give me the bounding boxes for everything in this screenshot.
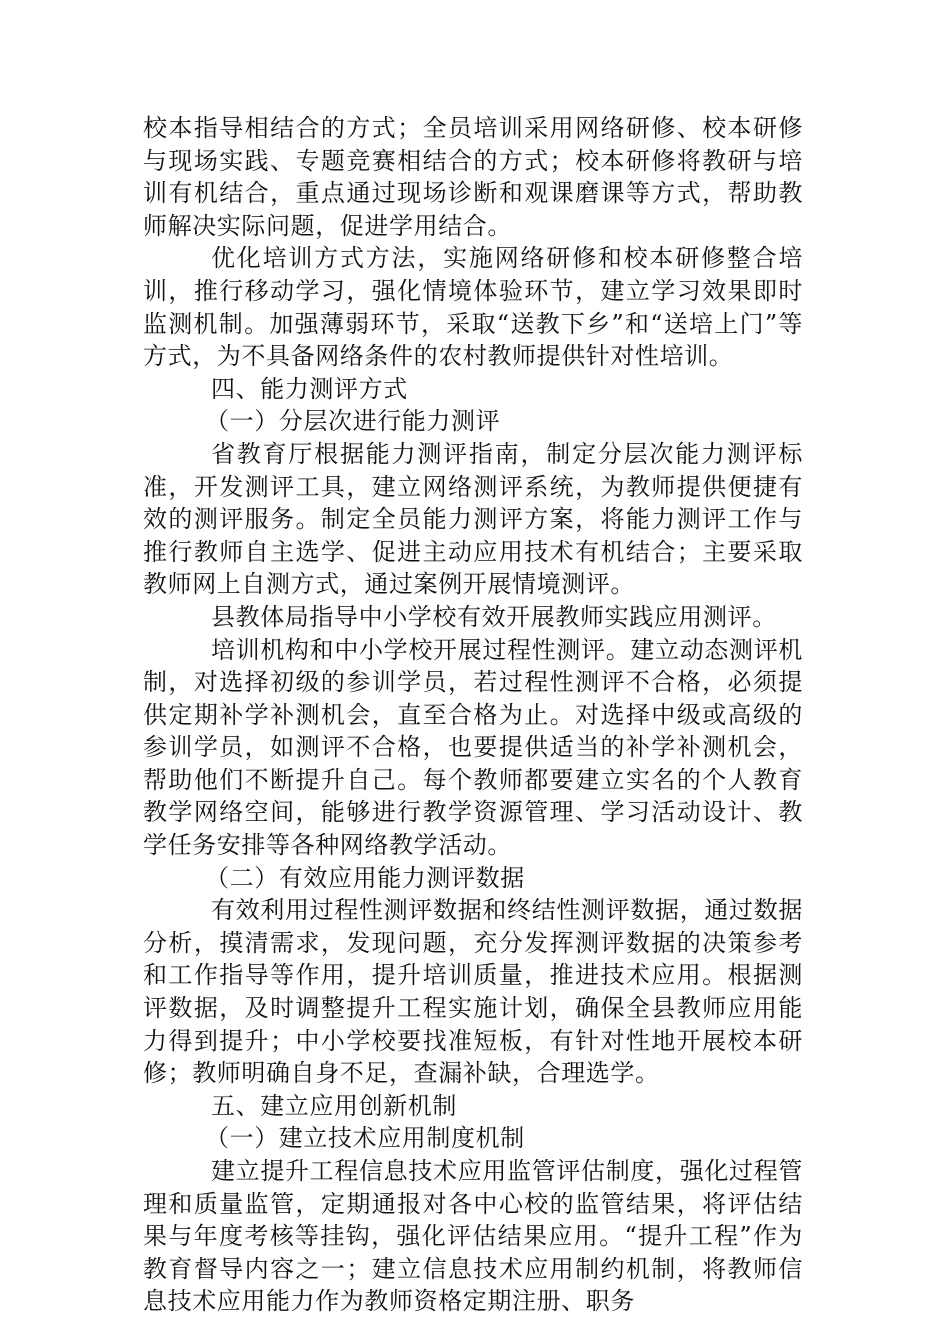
body-paragraph: 省教育厅根据能力测评指南，制定分层次能力测评标准，开发测评工具，建立网络测评系统，为教师提供便捷有效的测评服务。制定全员能力测评方案，将能力测评工作与推行教师自主选学、促进主动应用技术有机结合；主要采取教师网上自测方式，通过案例开展情境测评。 — [143, 439, 803, 599]
body-paragraph: 建立提升工程信息技术应用监管评估制度，强化过程管理和质量监管，定期通报对各中心校的监管结果，将评估结果与年度考核等挂钩，强化评估结果应用。“提升工程”作为教育督导内容之一；建立信息技术应用制约机制，将教师信息技术应用能力作为教师资格定期注册、职务 — [143, 1157, 803, 1316]
section-heading: 四、能力测评方式 — [211, 374, 408, 403]
body-paragraph: 校本指导相结合的方式；全员培训采用网络研修、校本研修与现场实践、专题竞赛相结合的方式；校本研修将教研与培训有机结合，重点通过现场诊断和观课磨课等方式，帮助教师解决实际问题，促进学用结合。 — [143, 114, 803, 240]
section-heading: 五、建立应用创新机制 — [211, 1091, 457, 1120]
body-paragraph: 优化培训方式方法，实施网络研修和校本研修整合培训，推行移动学习，强化情境体验环节，建立学习效果即时监测机制。加强薄弱环节，采取“送教下乡”和“送培上门”等方式，为不具备网络条件的农村教师提供针对性培训。 — [143, 244, 803, 371]
document-page — [143, 112, 803, 1318]
body-paragraph: 县教体局指导中小学校有效开展教师实践应用测评。 — [211, 602, 777, 631]
subsection-heading: （一）建立技术应用制度机制 — [205, 1124, 525, 1153]
subsection-heading: （二）有效应用能力测评数据 — [205, 863, 525, 892]
body-paragraph: 有效利用过程性测评数据和终结性测评数据，通过数据分析，摸清需求，发现问题，充分发挥测评数据的决策参考和工作指导等作用，提升培训质量，推进技术应用。根据测评数据，及时调整提升工程实施计划，确保全县教师应用能力得到提升；中小学校要找准短板，有针对性地开展校本研修；教师明确自身不足，查漏补缺，合理选学。 — [143, 896, 803, 1088]
subsection-heading: （一）分层次进行能力测评 — [205, 407, 501, 436]
body-paragraph: 培训机构和中小学校开展过程性测评。建立动态测评机制，对选择初级的参训学员，若过程性测评不合格，必须提供定期补学补测机会，直至合格为止。对选择中级或高级的参训学员，如测评不合格，也要提供适当的补学补测机会，帮助他们不断提升自己。每个教师都要建立实名的个人教育教学网络空间，能够进行教学资源管理、学习活动设计、教学任务安排等各种网络教学活动。 — [143, 635, 803, 860]
